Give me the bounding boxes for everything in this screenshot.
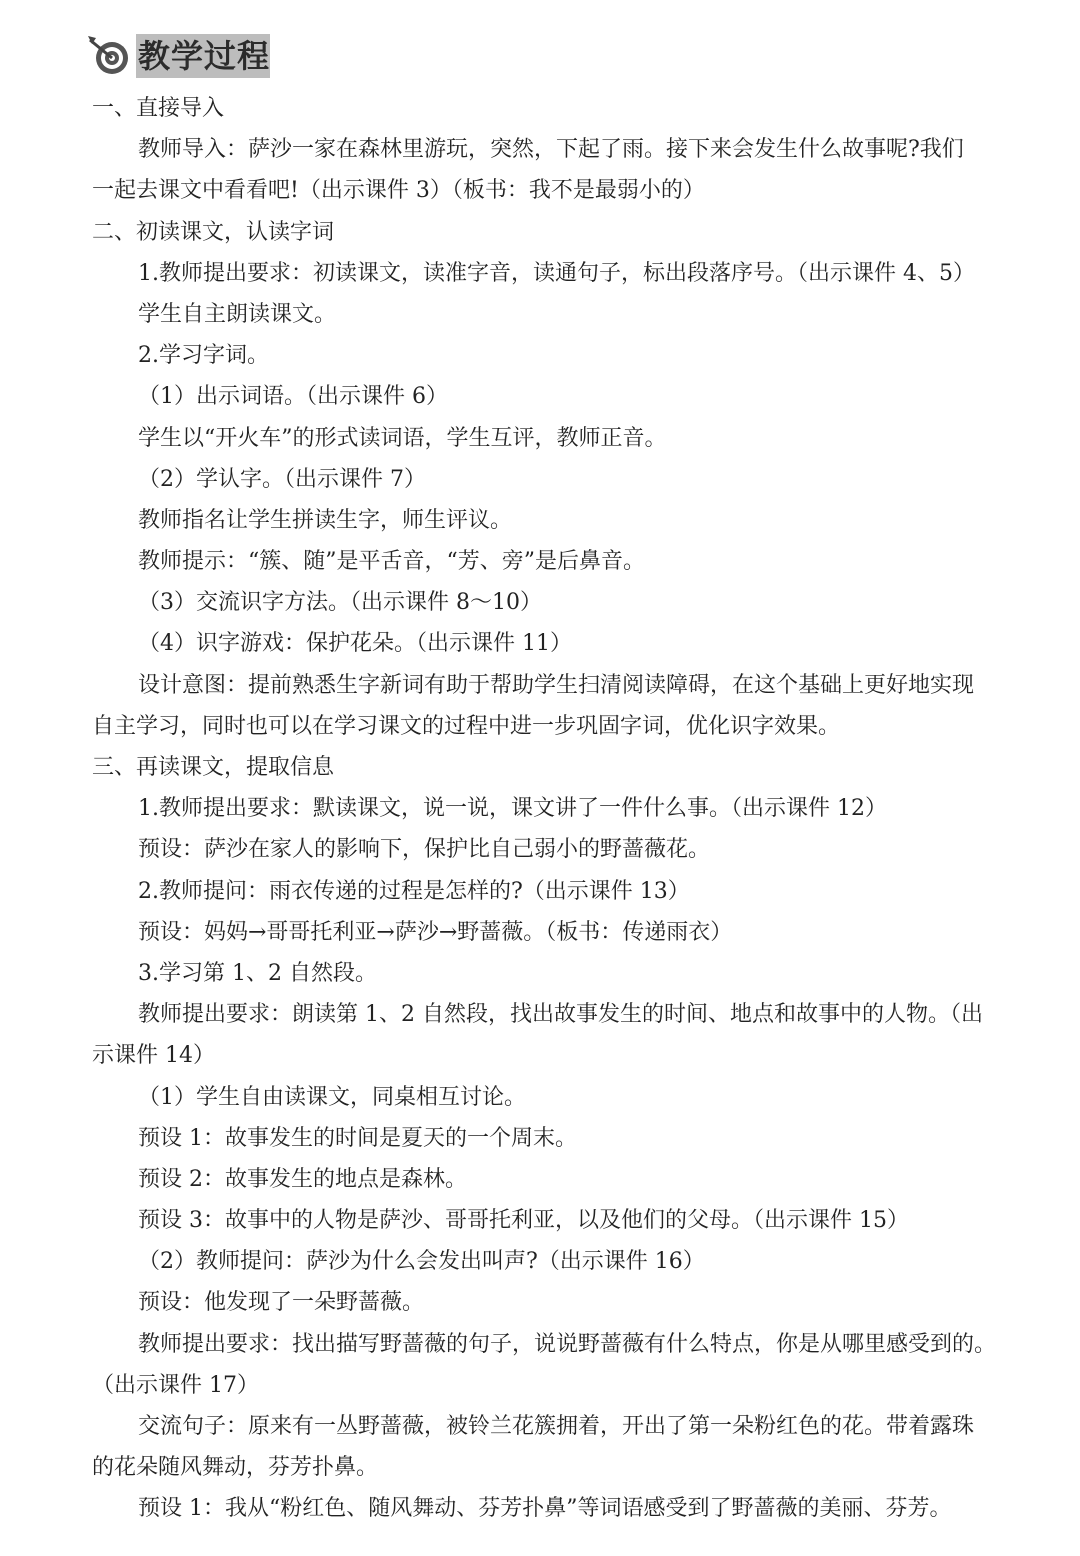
text-line: 教师提示：“簇、随”是平舌音，“芳、旁”是后鼻音。 [138,549,645,575]
text-line: 预设：他发现了一朵野蔷薇。 [138,1290,425,1316]
text-line: 一、直接导入 [92,96,225,121]
text-line: 的花朵随风舞动，芬芳扑鼻。 [92,1455,379,1481]
text-line: 2.教师提问：雨衣传递的过程是怎样的?（出示课件 13） [138,878,690,904]
text-line: 教师指名让学生拼读生字，师生评议。 [138,507,513,533]
text-line: 二、初读课文，认读字词 [92,219,335,245]
text-line: 1.教师提出要求：初读课文，读准字音，读通句子，标出段落序号。（出示课件 4、5） [138,260,975,286]
text-line: （3）交流识字方法。（出示课件 8～10） [138,590,542,616]
lesson-body [92,88,1012,1530]
text-line: 教师导入：萨沙一家在森林里游玩，突然，下起了雨。接下来会发生什么故事呢?我们 [138,137,964,163]
text-line: （1）出示词语。（出示课件 6） [138,384,448,410]
text-line: 设计意图：提前熟悉生字新词有助于帮助学生扫清阅读障碍，在这个基础上更好地实现 [138,672,975,698]
text-line: 预设 2：故事发生的地点是森林。 [138,1166,467,1192]
text-line: 预设：萨沙在家人的影响下，保护比自己弱小的野蔷薇花。 [138,837,711,863]
text-line: 3.学习第 1、2 自然段。 [138,960,377,986]
text-line: 1.教师提出要求：默读课文，说一说，课文讲了一件什么事。（出示课件 12） [138,796,887,822]
text-line: 学生以“开火车”的形式读词语，学生互评，教师正音。 [138,425,667,451]
text-line: 示课件 14） [92,1043,215,1069]
text-line: 一起去课文中看看吧!（出示课件 3）（板书：我不是最弱小的） [92,178,705,204]
text-line: 预设：妈妈→哥哥托利亚→萨沙→野蔷薇。（板书：传递雨衣） [138,919,733,945]
text-line: 自主学习，同时也可以在学习课文的过程中进一步巩固字词，优化识字效果。 [92,713,841,739]
text-line: （出示课件 17） [92,1372,259,1398]
text-line: （2）学认字。（出示课件 7） [138,466,426,492]
target-arrow-icon [88,34,134,78]
text-line: （1）学生自由读课文，同桌相互讨论。 [138,1084,526,1110]
text-line: 2.学习字词。 [138,343,269,369]
text-line: 预设 1：故事发生的时间是夏天的一个周末。 [138,1125,577,1151]
text-line: 预设 3：故事中的人物是萨沙、哥哥托利亚，以及他们的父母。（出示课件 15） [138,1208,909,1234]
text-line: 预设 1：我从“粉红色、随风舞动、芬芳扑鼻”等词语感受到了野蔷薇的美丽、芬芳。 [138,1496,952,1522]
text-line: 教师提出要求：找出描写野蔷薇的句子，说说野蔷薇有什么特点，你是从哪里感受到的。 [138,1331,997,1357]
section-header [88,34,134,78]
text-line: （4）识字游戏：保护花朵。（出示课件 11） [138,631,572,657]
text-line: 教师提出要求：朗读第 1、2 自然段，找出故事发生的时间、地点和故事中的人物。（出 [138,1002,983,1028]
section-title: 教学过程 [136,34,270,78]
text-line: （2）教师提问：萨沙为什么会发出叫声?（出示课件 16） [138,1249,705,1275]
text-line: 学生自主朗读课文。 [138,301,337,327]
text-line: 三、再读课文，提取信息 [92,755,335,780]
text-line: 交流句子：原来有一丛野蔷薇，被铃兰花簇拥着，开出了第一朵粉红色的花。带着露珠 [138,1414,975,1439]
